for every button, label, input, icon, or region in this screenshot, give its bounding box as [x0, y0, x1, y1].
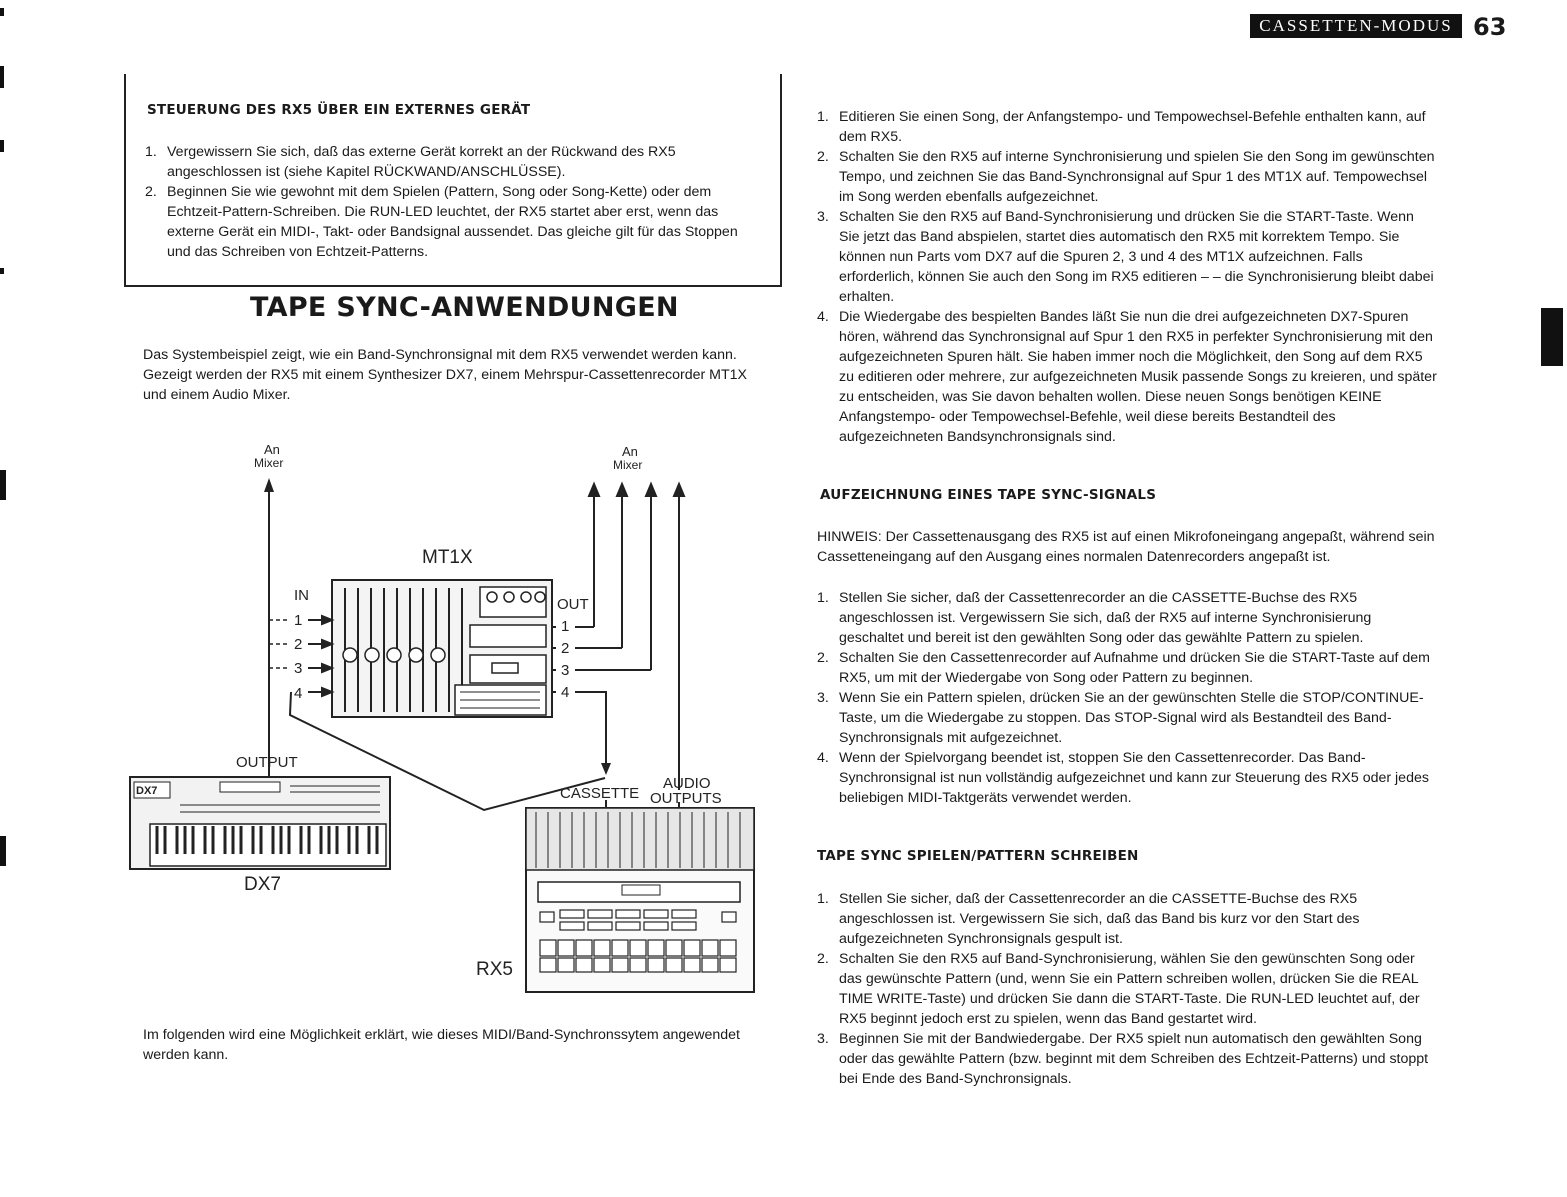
binding-mark — [0, 66, 4, 88]
page-number: 63 — [1473, 13, 1507, 41]
list-item — [817, 688, 1437, 748]
dx7-to-mt1x-lines — [269, 620, 290, 668]
binding-mark — [0, 836, 6, 866]
list-item — [817, 889, 1437, 949]
list-number: 1. — [145, 144, 157, 160]
an-mixer-left-label-2: Mixer — [254, 456, 284, 470]
binding-mark — [0, 140, 4, 152]
steps-list-1 — [817, 107, 1437, 447]
box-list — [145, 142, 757, 262]
rx5-drum-machine — [526, 808, 754, 992]
system-diagram — [120, 430, 780, 1010]
list-item — [817, 207, 1437, 307]
box-heading: STEUERUNG DES RX5 ÜBER EIN EXTERNES GERÄT — [147, 102, 531, 118]
an-mixer-right-label-1: An — [622, 444, 638, 459]
list-item — [817, 648, 1437, 688]
section-title-bar — [1250, 14, 1462, 38]
outro-paragraph: Im folgenden wird eine Möglichkeit erklärt, wie dieses MIDI/Band-Synchronssytem angewendet werden kann. — [143, 1027, 740, 1063]
intro-paragraph: Das Systembeispiel zeigt, wie ein Band-Synchronsignal mit dem RX5 verwendet werden kann. Gezeigt werden der RX5 mit einem Synthesizer DX7, einem Mehrspur-Cassettenrecorder MT1X und einem Audio Mixer. — [143, 347, 748, 403]
list-text: Schalten Sie den Cassettenrecorder auf Aufnahme und drücken Sie die START-Taste auf dem RX5, um mit der Wiedergabe von Song oder Pattern zu beginnen. — [839, 650, 1430, 686]
outputs-label: OUTPUTS — [650, 790, 722, 807]
in-label: IN — [294, 587, 309, 604]
list-number: 2. — [817, 951, 829, 967]
mt1x-recorder — [332, 580, 552, 717]
list-text: Wenn Sie ein Pattern spielen, drücken Sie an der gewünschten Stelle die STOP/CONTINUE-Taste, um die Wiedergabe zu stoppen. Das STOP-Signal wird als Bestandteil des Band-Synchronsignals mit aufgezeichnet. — [839, 690, 1424, 746]
list-number: 4. — [817, 309, 829, 325]
out-3-label: 3 — [561, 662, 570, 679]
out-1-label: 1 — [561, 618, 570, 635]
in-2-label: 2 — [294, 636, 303, 653]
list-number: 2. — [817, 149, 829, 165]
out-label: OUT — [557, 596, 589, 613]
list-number: 2. — [145, 184, 157, 200]
out-4-label: 4 — [561, 684, 570, 701]
steps-list-3 — [817, 889, 1437, 1089]
rx5-label: RX5 — [476, 959, 513, 980]
note-paragraph: HINWEIS: Der Cassettenausgang des RX5 ist auf einen Mikrofoneingang angepaßt, während sein Cassetteneingang auf den Ausgang eines normalen Datenrecorders angepaßt ist. — [817, 529, 1435, 565]
list-text: Stellen Sie sicher, daß der Cassettenrecorder an die CASSETTE-Buchse des RX5 angeschlossen ist. Vergewissern Sie sich, daß der RX5 auf interne Synchronisierung geschaltet und bereit ist den gewählten Song oder das gewählte Pattern zu spielen. — [839, 590, 1372, 646]
out-2-label: 2 — [561, 640, 570, 657]
audio-label: AUDIO — [663, 775, 711, 792]
list-text: Schalten Sie den RX5 auf Band-Synchronisierung, wählen Sie den gewünschten Song oder das gewünschte Pattern (und, wenn Sie ein Pattern schreiben wollen, drücken Sie die REAL TIME WRITE-Taste) und drücken Sie dann die START-Taste. Die RUN-LED leuchtet auf, der RX5 beginnt jedoch erst zu spielen, wenn das Band gestartet wird. — [839, 951, 1420, 1027]
list-text: Die Wiedergabe des bespielten Bandes läßt Sie nun die drei aufgezeichneten DX7-Spuren hören, während das Synchronsignal auf Spur 1 den RX5 in perfekter Synchronisierung mit den aufgezeichneten Spuren hält. Sie haben immer noch die Möglichkeit, den Song auf dem RX5 zu editieren oder mehrere, zur aufgezeichneten Musik passende Songs zu kreieren, und später zu entscheiden, was Sie davon behalten wollen. Diese neuen Songs benötigen KEINE Anfangstempo- oder Tempowechsel-Befehle, weil diese bereits Bestandteil des aufgezeichneten Bandsynchronsignals sind. — [839, 309, 1437, 445]
steps-list-2 — [817, 588, 1437, 808]
in-4-label: 4 — [294, 685, 303, 702]
list-number: 3. — [817, 1031, 829, 1047]
binding-mark — [0, 8, 4, 16]
list-text: Editieren Sie einen Song, der Anfangstempo- und Tempowechsel-Befehle enthalten kann, auf dem RX5. — [839, 109, 1426, 145]
list-item — [817, 949, 1437, 1029]
dx7-label: DX7 — [244, 874, 281, 895]
list-text: Beginnen Sie mit der Bandwiedergabe. Der RX5 spielt nun automatisch den gewählten Song oder das gewählte Pattern (bzw. beginnt mit dem Schreiben des Echtzeit-Patterns) und stoppt bei Ende des Band-Synchronsignals. — [839, 1031, 1429, 1087]
list-text: Schalten Sie den RX5 auf interne Synchronisierung und spielen Sie den Song im gewünschten Tempo, und zeichnen Sie das Band-Synchronsignal auf Spur 1 des MT1X auf. Tempowechsel im Song werden ebenfalls aufgezeichnet. — [839, 149, 1435, 205]
section-heading-playback: TAPE SYNC SPIELEN/PATTERN SCHREIBEN — [817, 848, 1139, 864]
list-number: 3. — [817, 209, 829, 225]
list-number: 1. — [817, 891, 829, 907]
in-3-label: 3 — [294, 660, 303, 677]
list-item — [817, 588, 1437, 648]
list-text: Schalten Sie den RX5 auf Band-Synchronisierung und drücken Sie die START-Taste. Wenn Sie jetzt das Band abspielen, startet dies automatisch den RX5 mit korrektem Tempo. Sie können nun Parts vom DX7 auf die Spuren 2, 3 und 4 des MT1X aufzeichnen. Falls erforderlich, können Sie auch den Song im RX5 editieren – – die Synchronisierung bleibt dabei erhalten. — [839, 209, 1434, 305]
an-mixer-right-label-2: Mixer — [613, 458, 643, 472]
section-title: CASSETTEN-MODUS — [1259, 16, 1453, 35]
cassette-label: CASSETTE — [560, 785, 640, 802]
arrow-down-icon — [601, 763, 611, 775]
output-label: OUTPUT — [236, 754, 298, 771]
an-mixer-left-label-1: An — [264, 442, 280, 457]
list-item — [817, 748, 1437, 808]
list-item — [817, 307, 1437, 447]
dx7-keyboard — [130, 777, 390, 869]
list-text: Beginnen Sie wie gewohnt mit dem Spielen (Pattern, Song oder Song-Kette) oder dem Echtzeit-Pattern-Schreiben. Die RUN-LED leuchtet, der RX5 startet aber erst, wenn das externe Gerät ein MIDI-, Takt- oder Bandsignal aussendet. Das gleiche gilt für das Stoppen und das Schreiben von Echtzeit-Patterns. — [167, 184, 738, 260]
list-item — [817, 107, 1437, 147]
list-number: 2. — [817, 650, 829, 666]
dx7-logo: DX7 — [136, 785, 158, 797]
list-item — [817, 147, 1437, 207]
list-text: Stellen Sie sicher, daß der Cassettenrecorder an die CASSETTE-Buchse des RX5 angeschlossen ist. Vergewissern Sie sich, daß das Band bis kurz vor den Start des aufgezeichneten Synchronsignals gespult ist. — [839, 891, 1360, 947]
list-text: Vergewissern Sie sich, daß das externe Gerät korrekt an der Rückwand des RX5 angeschlossen ist (siehe Kapitel RÜCKWAND/ANSCHLÜSSE). — [167, 144, 676, 180]
list-number: 3. — [817, 690, 829, 706]
binding-mark — [0, 470, 6, 500]
list-number: 1. — [817, 109, 829, 125]
page-title: TAPE SYNC-ANWENDUNGEN — [250, 292, 679, 323]
list-number: 1. — [817, 590, 829, 606]
binding-mark — [0, 268, 4, 274]
mt1x-label: MT1X — [422, 547, 473, 568]
list-item — [145, 142, 757, 182]
list-number: 4. — [817, 750, 829, 766]
section-heading-recording: AUFZEICHNUNG EINES TAPE SYNC-SIGNALS — [820, 487, 1157, 503]
list-item — [817, 1029, 1437, 1089]
list-text: Wenn der Spielvorgang beendet ist, stoppen Sie den Cassettenrecorder. Das Band-Synchronsignal ist nun vollständig aufgezeichnet und kann zur Steuerung des RX5 oder jedes beliebigen MIDI-Taktgeräts verwendet werden. — [839, 750, 1429, 806]
list-item — [145, 182, 757, 262]
mixer-right-arrows — [589, 484, 684, 790]
in-1-label: 1 — [294, 612, 303, 629]
in-arrows — [308, 616, 332, 696]
arrow-up-icon — [264, 478, 274, 492]
thumb-index-tab — [1541, 308, 1563, 366]
